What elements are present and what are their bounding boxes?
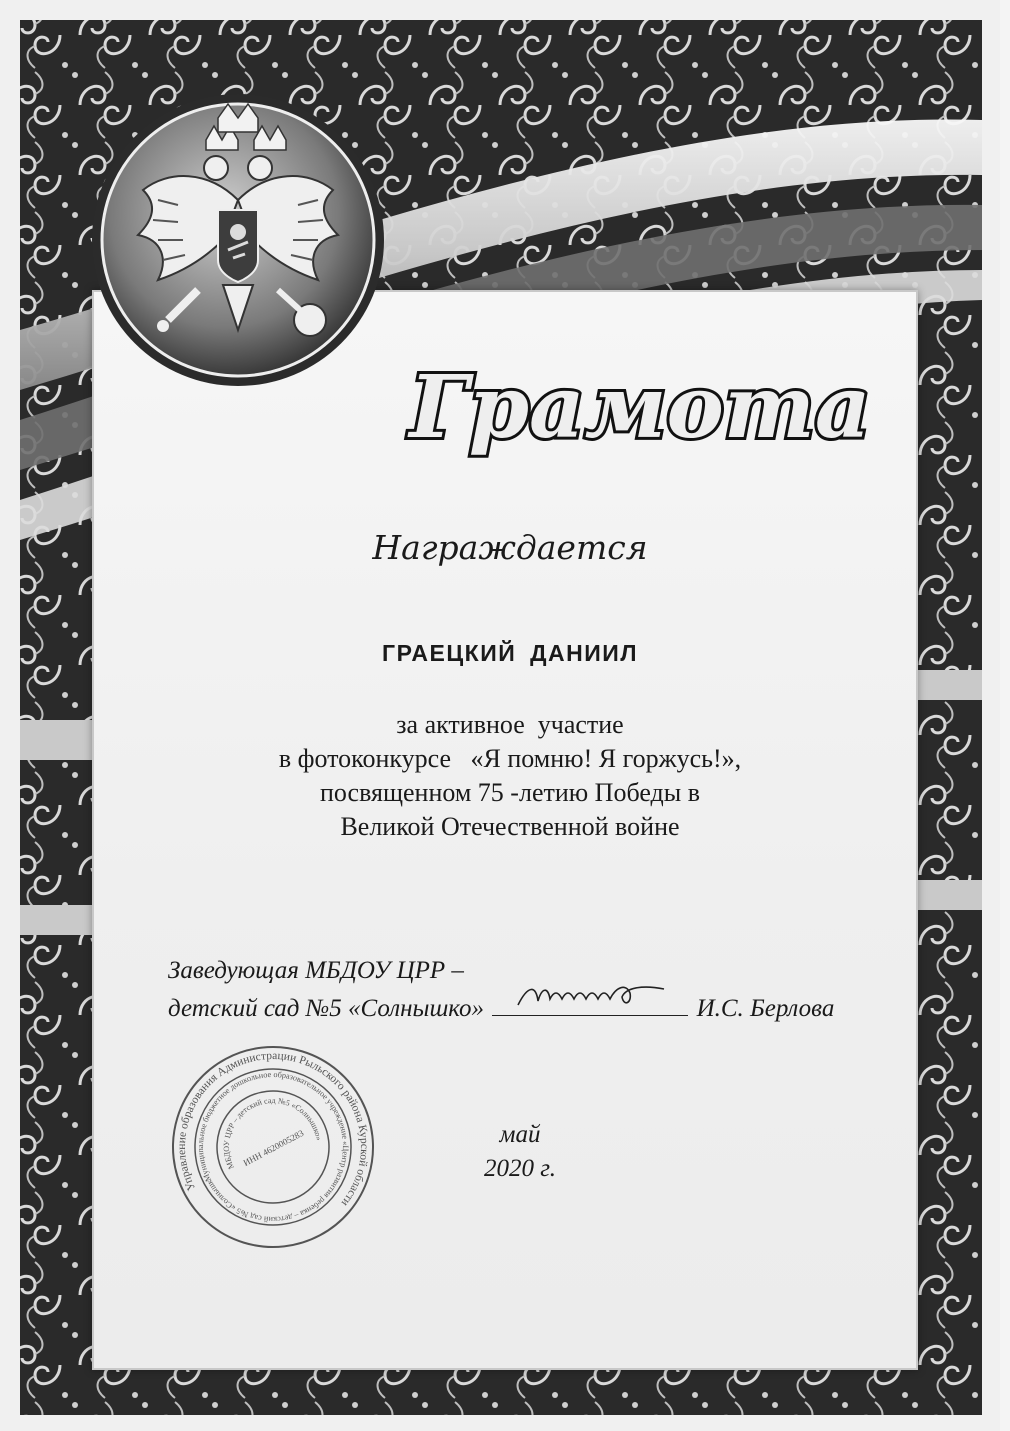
award-reason [10,708,1010,844]
russian-coat-of-arms-icon [88,90,388,390]
certificate-title [409,345,871,475]
recipient-name: ГРАЕЦКИЙ ДАНИИЛ [382,640,638,666]
issue-year: 2020 г. [484,1155,556,1182]
official-stamp-icon [168,1042,378,1252]
awarded-label: Награждается [372,528,648,567]
stamp-inner-text: МБДОУ ЦРР – детский сад №5 «Солнышко» [221,1095,324,1171]
certificate-title-text: Грамота [409,357,871,458]
award-reason-line: за активное участие [396,710,624,739]
signer-name: И.С. Берлова [696,995,835,1022]
signature-block [168,952,888,1028]
issue-date [470,1118,570,1186]
stamp-middle-text: Муниципальное бюджетное дошкольное образовательное учреждение «Центр развития ребенка – детский сад №5 «Солнышко» [195,1069,351,1225]
signature-line [492,993,688,1016]
award-reason-line: Великой Отечественной войне [340,812,680,841]
signer-position-line1: Заведующая МБДОУ ЦРР – [168,957,464,984]
award-reason-line: в фотоконкурсе «Я помню! Я горжусь!», [278,744,742,773]
stamp-tax-id: ИНН 4620005283 [241,1127,306,1168]
signer-organization: детский сад №5 «Солнышко» [168,995,485,1022]
signer-position-line2 [168,990,888,1028]
handwritten-signature-icon [514,979,674,1015]
stamp-outer-text: Управление образования Администрации Рыльского района Курской области [175,1049,371,1209]
issue-month: май [499,1121,541,1148]
award-reason-line: посвященном 75 -летию Победы в [319,778,701,807]
